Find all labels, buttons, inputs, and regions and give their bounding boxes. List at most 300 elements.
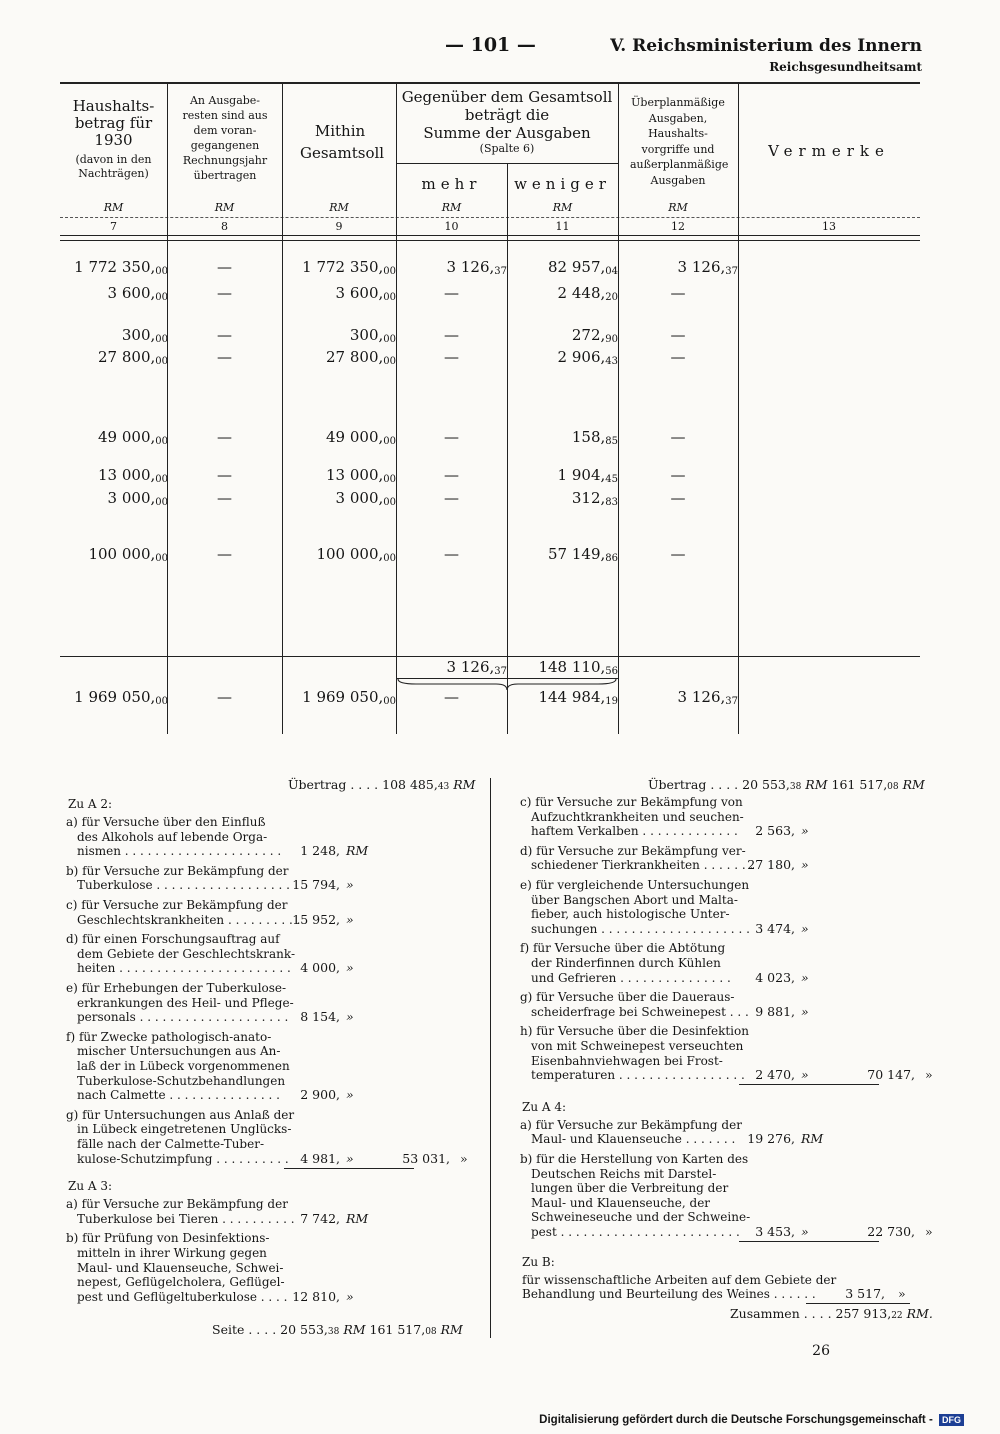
section-title: Zu A 2: <box>68 797 113 811</box>
table-row-7-c10 <box>396 489 507 507</box>
table-row-1-c7-main: 1 772 350, <box>74 258 156 276</box>
footer-total: 161 517, <box>369 1322 426 1337</box>
right-a4-item-total-rule <box>739 1241 879 1242</box>
left-item-unit: » <box>346 1009 354 1025</box>
table-top-rule <box>60 82 920 84</box>
left-item-amount-main: 4 981, <box>300 1150 340 1166</box>
left-item-unit: » <box>346 1288 354 1304</box>
right-carry <box>648 778 925 795</box>
table-row-5-c9 <box>326 428 396 446</box>
right-item-line: haftem Verkalben . . . . . . . . . . . . . <box>531 824 738 839</box>
table-row-1-c11-cents: 04 <box>605 266 618 277</box>
right-a4-item-line: Deutschen Reichs mit Darstel- <box>531 1166 717 1181</box>
right-item-total <box>867 1068 915 1083</box>
right-item-unit: » <box>801 857 809 873</box>
header-bottom-rule <box>60 240 920 241</box>
table-row-4-c10 <box>396 348 507 366</box>
table-row-5-c9-cents: 00 <box>383 436 396 447</box>
left-item-total-rule <box>284 1168 414 1169</box>
office-title: Reichsgesundheitsamt <box>769 60 922 74</box>
right-item-amount <box>755 1068 795 1083</box>
sheet-number: 26 <box>812 1343 830 1359</box>
footer-unit: RM <box>343 1322 366 1337</box>
left-item-line: dem Gebiete der Geschlechtskrank- <box>77 946 296 961</box>
left-item-unit: » <box>346 1150 354 1166</box>
table-row-3-c9-cents: 00 <box>383 334 396 345</box>
table-row-8-c10 <box>396 545 507 563</box>
ministry-title: V. Reichsministerium des Innern <box>610 36 922 56</box>
table-row-1-c9-main: 1 772 350, <box>302 258 384 276</box>
subtotal-c11 <box>538 658 618 676</box>
right-item-amount-main: 27 180, <box>747 857 795 873</box>
page-number: — 101 — <box>445 34 536 56</box>
section-b-total-main: 3 517, <box>845 1286 885 1302</box>
table-row-6-c7-cents: 00 <box>155 474 168 485</box>
table-row-2-c11-main: 2 448, <box>557 284 606 302</box>
table-total-c7 <box>74 688 168 706</box>
right-item-line: und Gefrieren . . . . . . . . . . . . . . . <box>531 970 731 985</box>
right-a4-item-unit: RM <box>801 1131 824 1147</box>
table-row-4-c7 <box>98 348 168 366</box>
col8-header: An Ausgabe-resten sind aus dem voran-gegangenen Rechnungsjahr übertragen <box>182 94 268 182</box>
left-carry <box>288 778 475 795</box>
left-item-unit: » <box>346 877 354 893</box>
table-row-7-c11 <box>572 489 618 507</box>
table-row-3-c11-cents: 90 <box>605 334 618 345</box>
total-rule <box>60 656 920 657</box>
right-item-amount-main: 3 474, <box>755 920 795 936</box>
table-row-1-c12-main: 3 126, <box>677 258 726 276</box>
right-a4-item-amount-main: 19 276, <box>747 1131 795 1147</box>
subtotal-c11-cents: 56 <box>605 666 618 677</box>
right-a4-item-unit: » <box>801 1224 809 1239</box>
table-row-1-c9 <box>302 258 396 276</box>
col-divider-11-12 <box>618 82 619 734</box>
colnum-row-rule <box>60 235 920 236</box>
table-row-2-c8-text: — <box>217 284 232 302</box>
left-item-amount <box>292 913 340 928</box>
section-b-total <box>845 1287 885 1302</box>
right-a4-item-line: b) für die Herstellung von Karten des <box>520 1152 749 1166</box>
table-row-7-c8 <box>167 489 282 507</box>
dfg-credit <box>539 1414 964 1426</box>
col8-number: 8 <box>221 220 228 233</box>
table-row-2-c7-main: 3 600, <box>107 284 156 302</box>
table-total-c12 <box>678 688 738 706</box>
table-total-c8 <box>167 688 282 706</box>
table-row-6-c9-main: 13 000, <box>326 466 384 484</box>
table-total-c12-main: 3 126, <box>677 688 726 706</box>
left-item-line: Tuberkulose-Schutzbehandlungen <box>77 1073 286 1088</box>
table-row-1-c12 <box>678 258 738 276</box>
group-header: Gegenüber dem Gesamtsoll beträgt die Summe der Ausgaben (Spalte 6) <box>401 88 613 155</box>
table-row-6-c9 <box>326 466 396 484</box>
footer-label: Seite . . . . <box>212 1322 277 1337</box>
subtotal-c10-cents: 37 <box>494 666 507 677</box>
left-footer <box>212 1323 463 1340</box>
left-item-amount <box>300 1152 340 1167</box>
left-item-total-unit: » <box>460 1150 468 1166</box>
table-row-4-c7-main: 27 800, <box>98 348 156 366</box>
right-item-line: der Rinderfinnen durch Kühlen <box>531 956 721 970</box>
table-row-8-c7-main: 100 000, <box>88 545 156 563</box>
table-row-3-c10-text: — <box>444 326 459 344</box>
left-item-unit: RM <box>346 843 369 859</box>
left-item-amount <box>292 878 340 893</box>
table-row-1-c10 <box>447 258 507 276</box>
table-row-3-c11 <box>572 326 618 344</box>
left-item-line: c) für Versuche zur Bekämpfung der <box>66 898 288 912</box>
right-item-total-unit: » <box>925 1067 933 1083</box>
table-row-2-c7-cents: 00 <box>155 292 168 303</box>
right-item-amount <box>747 858 795 873</box>
table-row-1-c11-main: 82 957, <box>548 258 606 276</box>
left-item-line: Tuberkulose bei Tieren . . . . . . . . . . <box>77 1211 295 1226</box>
table-row-5-c8-text: — <box>217 428 232 446</box>
section-b-line: für wissenschaftliche Arbeiten auf dem Gebiete der <box>522 1272 837 1287</box>
left-item-amount <box>300 1010 340 1025</box>
table-row-7-c12-text: — <box>670 489 686 507</box>
col13-number: 13 <box>822 220 836 233</box>
table-total-c11-cents: 19 <box>605 696 618 707</box>
dfg-logo: DFG <box>939 1414 964 1426</box>
table-row-4-c9-main: 27 800, <box>326 348 384 366</box>
table-row-2-c10-text: — <box>444 284 459 302</box>
left-item-line: mitteln in ihrer Wirkung gegen <box>77 1246 267 1260</box>
table-row-8-c11-main: 57 149, <box>548 545 606 563</box>
table-row-3-c8-text: — <box>217 326 232 344</box>
col-divider-7-8 <box>167 82 168 734</box>
table-row-6-c11-cents: 45 <box>605 474 618 485</box>
col11-number: 11 <box>555 220 570 233</box>
right-item-line: von mit Schweinepest verseuchten <box>531 1039 744 1053</box>
right-item-line: g) für Versuche über die Daueraus- <box>520 990 735 1005</box>
left-item-line: kulose-Schutzimpfung . . . . . . . . . . <box>77 1151 289 1166</box>
grand-unit: RM. <box>906 1306 933 1322</box>
table-row-3-c8 <box>167 326 282 344</box>
table-row-2-c11 <box>558 284 618 302</box>
table-total-c10-text: — <box>444 688 459 706</box>
carry-label: Übertrag . . . . <box>288 777 379 792</box>
table-row-3-c10 <box>396 326 507 344</box>
table-total-c9 <box>302 688 396 706</box>
left-item-amount-main: 4 000, <box>300 960 340 976</box>
table-row-4-c7-cents: 00 <box>155 356 168 367</box>
right-item-line: f) für Versuche über die Abtötung <box>520 941 726 956</box>
left-item-unit: » <box>346 960 354 976</box>
col9-number: 9 <box>335 220 343 233</box>
col12-number: 12 <box>671 220 685 233</box>
left-item-line: nach Calmette . . . . . . . . . . . . . . . <box>77 1088 280 1103</box>
table-row-6-c11 <box>558 466 618 484</box>
right-item-line: temperaturen . . . . . . . . . . . . . . . . . <box>531 1068 745 1083</box>
right-item-line: Eisenbahnviehwagen bei Frost- <box>531 1053 723 1068</box>
subtotal-c11-main: 148 110, <box>538 658 606 676</box>
table-row-7-c9-cents: 00 <box>383 497 396 508</box>
credit-text: Digitalisierung gefördert durch die Deutsche Forschungsgemeinschaft - <box>539 1414 933 1426</box>
left-item-line: d) für einen Forschungsauftrag auf <box>66 932 280 947</box>
table-row-2-c11-cents: 20 <box>605 292 618 303</box>
left-item-line: nepest, Geflügelcholera, Geflügel- <box>77 1275 285 1290</box>
table-row-8-c7-cents: 00 <box>155 553 168 564</box>
col10-unit: RM <box>441 201 462 214</box>
table-row-4-c11 <box>558 348 618 366</box>
left-item-amount <box>292 1290 340 1305</box>
left-item-amount-main: 15 952, <box>292 911 340 927</box>
table-row-6-c11-main: 1 904, <box>557 466 606 484</box>
table-row-2-c8 <box>167 284 282 302</box>
right-item-line: d) für Versuche zur Bekämpfung ver- <box>520 843 746 858</box>
left-item-amount-main: 8 154, <box>300 1009 340 1025</box>
table-row-5-c10-text: — <box>444 428 459 446</box>
right-a4-item-line: Schweineseuche und der Schweine- <box>531 1210 751 1225</box>
left-item-line: e) für Erhebungen der Tuberkulose- <box>66 981 287 995</box>
table-row-5-c11-main: 158, <box>571 428 606 446</box>
left-item-line: des Alkohols auf lebende Orga- <box>77 829 268 844</box>
right-a4-item-line: a) für Versuche zur Bekämpfung der <box>520 1117 742 1132</box>
right-item-line: schiedener Tierkrankheiten . . . . . . . <box>531 858 754 873</box>
table-row-8-c8-text: — <box>217 545 232 563</box>
right-a4-item-total-unit: » <box>925 1224 933 1239</box>
table-row-4-c11-cents: 43 <box>605 356 618 367</box>
right-a4-item-line: Maul- und Klauenseuche, der <box>531 1195 711 1210</box>
left-item-line: laß der in Lübeck vorgenommenen <box>77 1059 290 1073</box>
carry-unit: RM <box>805 777 828 792</box>
right-item-line: fieber, auch histologische Unter- <box>531 907 730 922</box>
col10-header: mehr <box>421 175 482 193</box>
right-item-unit: » <box>801 1067 809 1083</box>
table-total-c11 <box>538 688 618 706</box>
table-total-c8-text: — <box>217 688 232 706</box>
subtotal-c10-main: 3 126, <box>446 658 495 676</box>
right-item-amount <box>755 971 795 986</box>
right-item-line: h) für Versuche über die Desinfektion <box>520 1024 749 1039</box>
table-row-4-c12-text: — <box>670 348 686 366</box>
col11-unit: RM <box>552 201 573 214</box>
grand-amount: 257 913, <box>835 1306 892 1322</box>
col9-header: Mithin Gesamtsoll <box>300 122 385 162</box>
table-row-5-c10 <box>396 428 507 446</box>
table-row-5-c7 <box>98 428 168 446</box>
right-item-unit: » <box>801 823 809 839</box>
col7-unit: RM <box>103 201 124 214</box>
col-divider-10-11 <box>507 163 508 734</box>
table-row-8-c11 <box>548 545 618 563</box>
left-item-line: in Lübeck eingetretenen Unglücks- <box>77 1122 292 1137</box>
left-item-line: personals . . . . . . . . . . . . . . . . . . . . <box>77 1010 289 1025</box>
table-row-2-c10 <box>396 284 507 302</box>
left-item-line: g) für Untersuchungen aus Anlaß der <box>66 1107 295 1122</box>
right-a4-item-line: Maul- und Klauenseuche . . . . . . . <box>531 1132 736 1147</box>
carry-amount: 108 485, <box>382 777 438 792</box>
right-item-amount-main: 9 881, <box>755 1003 795 1019</box>
footer-total-unit: RM <box>440 1322 463 1337</box>
table-row-1-c11 <box>548 258 618 276</box>
table-row-1-c8 <box>167 258 282 276</box>
left-item-unit: » <box>346 911 354 927</box>
col7-header: Haushalts-betrag für 1930 (davon in den Nachträgen) <box>72 97 155 180</box>
right-a4-item-amount <box>747 1132 795 1147</box>
table-row-7-c12 <box>618 489 738 507</box>
table-row-5-c8 <box>167 428 282 446</box>
table-row-2-c9 <box>336 284 396 302</box>
table-row-3-c12-text: — <box>670 326 686 344</box>
table-row-4-c8-text: — <box>217 348 232 366</box>
table-total-c9-cents: 00 <box>383 696 396 707</box>
carry-label: Übertrag . . . . <box>648 777 739 792</box>
table-row-5-c11-cents: 85 <box>605 436 618 447</box>
table-row-7-c8-text: — <box>217 489 232 507</box>
col-divider-8-9 <box>282 82 283 734</box>
table-total-c7-main: 1 969 050, <box>74 688 156 706</box>
table-row-3-c12 <box>618 326 738 344</box>
left-item-line: Geschlechtskrankheiten . . . . . . . . . . <box>77 912 301 927</box>
table-row-3-c11-main: 272, <box>571 326 606 344</box>
right-a4-item-line: lungen über die Verbreitung der <box>531 1181 729 1196</box>
right-item-unit: » <box>801 920 809 936</box>
table-row-8-c8 <box>167 545 282 563</box>
table-row-3-c9-main: 300, <box>349 326 384 344</box>
table-row-4-c8 <box>167 348 282 366</box>
left-item-line: a) für Versuche über den Einfluß <box>66 815 266 829</box>
table-row-7-c7-cents: 00 <box>155 497 168 508</box>
table-row-5-c12-text: — <box>670 428 686 446</box>
table-total-c12-cents: 37 <box>725 696 738 707</box>
right-item-total-rule <box>739 1084 879 1085</box>
right-item-amount <box>755 1005 795 1020</box>
left-item-line: nismen . . . . . . . . . . . . . . . . . . . . . <box>77 844 282 859</box>
list-divider <box>490 778 491 1338</box>
footer-total-cents: 08 <box>425 1327 437 1337</box>
table-row-4-c10-text: — <box>444 348 459 366</box>
table-row-2-c12-text: — <box>670 284 686 302</box>
section-title: Zu B: <box>522 1254 555 1269</box>
table-row-8-c7 <box>88 545 168 563</box>
table-row-1-c10-main: 3 126, <box>446 258 495 276</box>
right-item-total-main: 70 147, <box>867 1067 915 1083</box>
table-row-7-c7-main: 3 000, <box>107 489 156 507</box>
col8-unit: RM <box>214 201 235 214</box>
left-item-amount <box>300 1088 340 1103</box>
table-row-8-c11-cents: 86 <box>605 553 618 564</box>
left-item-line: b) für Prüfung von Desinfektions- <box>66 1231 270 1246</box>
left-item-amount <box>300 844 340 859</box>
table-total-c9-main: 1 969 050, <box>302 688 384 706</box>
table-row-5-c11 <box>572 428 618 446</box>
section-b-rule <box>806 1303 910 1304</box>
left-item-total <box>402 1152 450 1167</box>
left-item-total-main: 53 031, <box>402 1150 450 1166</box>
table-row-3-c9 <box>350 326 396 344</box>
table-row-6-c10 <box>396 466 507 484</box>
right-item-line: Aufzuchtkrankheiten und seuchen- <box>531 809 744 824</box>
left-item-line: f) für Zwecke pathologisch-anato- <box>66 1029 272 1044</box>
table-row-7-c9-main: 3 000, <box>335 489 384 507</box>
col12-header: Überplanmäßige Ausgaben, Haushalts-vorgriffe und außerplanmäßige Ausgaben <box>630 96 729 187</box>
left-item-amount <box>300 1212 340 1227</box>
right-item-unit: » <box>801 969 809 985</box>
left-item-amount-main: 7 742, <box>300 1210 340 1226</box>
table-row-1-c8-text: — <box>217 258 232 276</box>
right-item-line: suchungen . . . . . . . . . . . . . . . . . . . . <box>531 921 750 936</box>
grand-amount-cents: 22 <box>891 1311 903 1322</box>
table-total-c11-main: 144 984, <box>538 688 606 706</box>
table-row-7-c11-main: 312, <box>571 489 606 507</box>
carry-unit: RM <box>453 777 476 792</box>
carry-total-cents: 08 <box>887 782 899 792</box>
table-row-3-c7-cents: 00 <box>155 334 168 345</box>
table-row-6-c10-text: — <box>444 466 459 484</box>
table-row-4-c11-main: 2 906, <box>557 348 606 366</box>
right-a4-item-amount-main: 3 453, <box>755 1224 795 1239</box>
table-row-1-c12-cents: 37 <box>725 266 738 277</box>
left-item-amount-main: 1 248, <box>300 843 340 859</box>
left-item-line: Maul- und Klauenseuche, Schwei- <box>77 1260 284 1275</box>
right-item-line: e) für vergleichende Untersuchungen <box>520 878 750 892</box>
left-item-amount-main: 12 810, <box>292 1288 340 1304</box>
table-row-4-c9-cents: 00 <box>383 356 396 367</box>
right-item-amount-main: 2 470, <box>755 1067 795 1083</box>
table-row-5-c12 <box>618 428 738 446</box>
table-row-4-c9 <box>326 348 396 366</box>
right-item-unit: » <box>801 1003 809 1019</box>
section-b-total-unit: » <box>898 1286 906 1302</box>
right-a4-item-line: pest . . . . . . . . . . . . . . . . . . . . . . . . <box>531 1225 740 1239</box>
carry-total-unit: RM <box>902 777 925 792</box>
grand-label: Zusammen . . . . <box>730 1306 832 1322</box>
carry-total: 161 517, <box>831 777 888 792</box>
table-row-6-c12 <box>618 466 738 484</box>
left-item-unit: RM <box>346 1210 369 1226</box>
left-item-line: Tuberkulose . . . . . . . . . . . . . . . . . . <box>77 878 290 893</box>
right-item-amount-main: 2 563, <box>755 823 795 839</box>
unit-row-rule <box>60 217 920 218</box>
table-row-6-c9-cents: 00 <box>383 474 396 485</box>
table-row-1-c7-cents: 00 <box>155 266 168 277</box>
carry-amount-cents: 38 <box>789 782 802 792</box>
left-item-amount-main: 2 900, <box>300 1087 340 1103</box>
table-row-1-c7 <box>74 258 168 276</box>
col13-header: Vermerke <box>768 142 890 160</box>
right-item-line: über Bangschen Abort und Malta- <box>531 892 738 907</box>
table-row-7-c10-text: — <box>444 489 459 507</box>
table-row-1-c9-cents: 00 <box>383 266 396 277</box>
left-item-unit: » <box>346 1087 354 1103</box>
grand-total <box>730 1307 933 1324</box>
col7-number: 7 <box>110 220 117 233</box>
left-item-line: heiten . . . . . . . . . . . . . . . . . . . . . . . <box>77 961 291 976</box>
section-title: Zu A 3: <box>68 1179 113 1194</box>
left-item-line: mischer Untersuchungen aus An- <box>77 1044 281 1059</box>
table-row-2-c9-main: 3 600, <box>335 284 384 302</box>
right-item-line: c) für Versuche zur Bekämpfung von <box>520 795 743 809</box>
right-a4-item-total <box>867 1225 915 1240</box>
left-item-line: erkrankungen des Heil- und Pflege- <box>77 995 294 1010</box>
table-row-6-c7 <box>98 466 168 484</box>
table-row-1-c10-cents: 37 <box>494 266 507 277</box>
table-row-8-c12 <box>618 545 738 563</box>
table-total-c10 <box>396 688 507 706</box>
right-item-amount <box>755 824 795 839</box>
col-divider-12-13 <box>738 82 739 734</box>
left-item-line: pest und Geflügeltuberkulose . . . . <box>77 1289 288 1304</box>
table-row-6-c8 <box>167 466 282 484</box>
table-row-6-c8-text: — <box>217 466 232 484</box>
table-row-6-c7-main: 13 000, <box>98 466 156 484</box>
section-title: Zu A 4: <box>522 1099 567 1114</box>
col9-unit: RM <box>329 201 349 214</box>
col12-unit: RM <box>668 201 688 214</box>
